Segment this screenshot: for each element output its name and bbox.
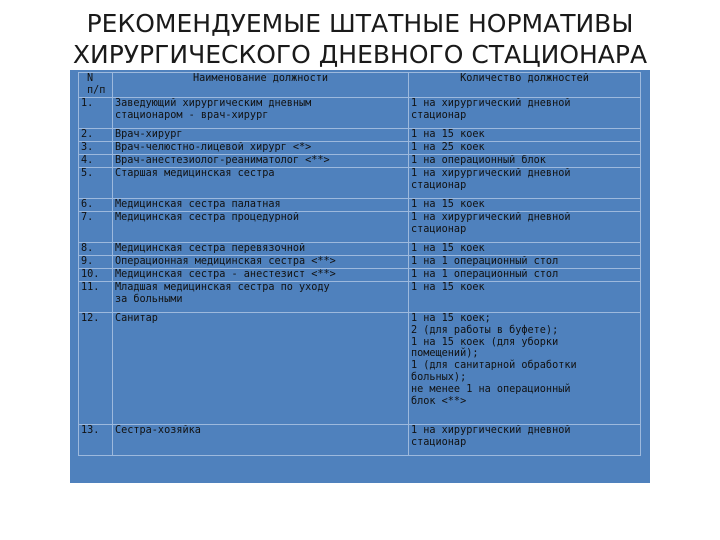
- row-quantity: 1 на 1 операционный стол: [409, 256, 641, 269]
- row-quantity: 1 на хирургический дневной стационар: [409, 425, 641, 456]
- table-row: [79, 129, 641, 142]
- row-number: 12.: [79, 313, 113, 425]
- table-row: [79, 425, 641, 456]
- table-row: [79, 98, 641, 129]
- row-quantity: 1 на 15 коек: [409, 129, 641, 142]
- row-number: 11.: [79, 282, 113, 313]
- table-row: [79, 269, 641, 282]
- row-position: Операционная медицинская сестра <**>: [113, 256, 409, 269]
- row-number: 7.: [79, 212, 113, 243]
- row-position: Санитар: [113, 313, 409, 425]
- row-quantity: 1 на хирургический дневной стационар: [409, 212, 641, 243]
- row-position: Врач-челюстно-лицевой хирург <*>: [113, 142, 409, 155]
- row-number: 2.: [79, 129, 113, 142]
- table-row: [79, 142, 641, 155]
- row-quantity: 1 на 15 коек: [409, 199, 641, 212]
- row-quantity: 1 на хирургический дневной стационар: [409, 98, 641, 129]
- table-row: [79, 212, 641, 243]
- row-position: Врач-анестезиолог-реаниматолог <**>: [113, 155, 409, 168]
- table-row: [79, 243, 641, 256]
- row-number: 4.: [79, 155, 113, 168]
- row-quantity: 1 на 25 коек: [409, 142, 641, 155]
- table-header-row: [79, 73, 641, 98]
- row-number: 3.: [79, 142, 113, 155]
- table-row: [79, 313, 641, 425]
- table-row: [79, 282, 641, 313]
- row-number: 9.: [79, 256, 113, 269]
- header-number: N п/п: [79, 73, 113, 98]
- row-position: Сестра-хозяйка: [113, 425, 409, 456]
- row-quantity: 1 на операционный блок: [409, 155, 641, 168]
- row-position: Медицинская сестра палатная: [113, 199, 409, 212]
- table-row: [79, 168, 641, 199]
- row-quantity: 1 на 1 операционный стол: [409, 269, 641, 282]
- row-quantity: 1 на 15 коек; 2 (для работы в буфете); 1 на 15 коек (для уборки помещений); 1 (для санитарной обработки больных); не менее 1 на операционный блок <**>: [409, 313, 641, 425]
- table-row: [79, 199, 641, 212]
- row-quantity: 1 на 15 коек: [409, 243, 641, 256]
- row-position: Медицинская сестра перевязочной: [113, 243, 409, 256]
- row-number: 13.: [79, 425, 113, 456]
- staffing-table: [78, 72, 641, 456]
- table-row: [79, 155, 641, 168]
- row-position: Медицинская сестра - анестезист <**>: [113, 269, 409, 282]
- table-row: [79, 256, 641, 269]
- row-number: 10.: [79, 269, 113, 282]
- header-quantity: Количество должностей: [409, 73, 641, 98]
- row-position: Младшая медицинская сестра по уходу за больными: [113, 282, 409, 313]
- row-number: 6.: [79, 199, 113, 212]
- row-number: 1.: [79, 98, 113, 129]
- slide-title-line-2: ХИРУРГИЧЕСКОГО ДНЕВНОГО СТАЦИОНАРА: [72, 40, 648, 69]
- slide-title-line-1: РЕКОМЕНДУЕМЫЕ ШТАТНЫЕ НОРМАТИВЫ: [86, 9, 634, 38]
- row-quantity: 1 на 15 коек: [409, 282, 641, 313]
- row-quantity: 1 на хирургический дневной стационар: [409, 168, 641, 199]
- row-position: Врач-хирург: [113, 129, 409, 142]
- row-number: 5.: [79, 168, 113, 199]
- row-position: Медицинская сестра процедурной: [113, 212, 409, 243]
- row-position: Заведующий хирургическим дневным стационаром - врач-хирург: [113, 98, 409, 129]
- slide-title: [0, 8, 720, 70]
- row-number: 8.: [79, 243, 113, 256]
- row-position: Старшая медицинская сестра: [113, 168, 409, 199]
- header-position: Наименование должности: [113, 73, 409, 98]
